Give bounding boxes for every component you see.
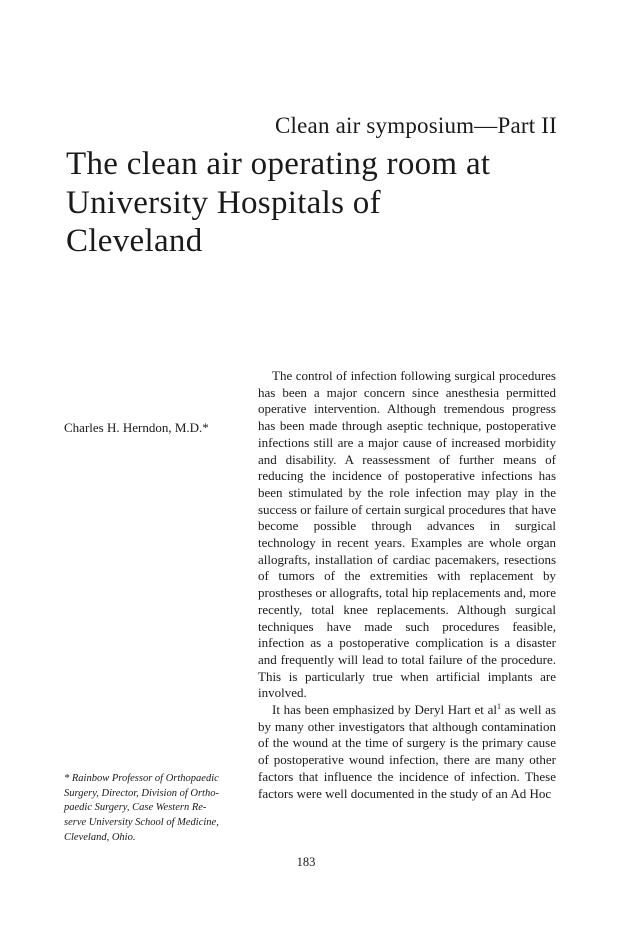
body-paragraph: The control of infection following surgical procedures has been a major concern since anesthesia permitted operative intervention. Although tremendous progress has been made through aseptic technique, postoperative infections still are a major cause of increased morbidity and disability. A reassessment of further means of reducing the incidence of postoperative infections has been stimulated by the role infection may play in the success or failure of certain surgical procedures that have become possible through advances in surgical technology in recent years. Examples are whole organ allografts, installation of cardiac pacemakers, resections of tumors of the extremities with replacement by prostheses or allografts, total hip replacements and, more recently, total knee replacements. Although surgical techniques have made such procedures feasible, infection as a postoperative complication is a disaster and frequently will lead to total failure of the procedure. This is particularly true when artificial implants are involved.: [258, 368, 556, 701]
article-title-line: The clean air operating room at: [66, 146, 491, 182]
author-affiliation-footnote: [64, 772, 242, 846]
article-title: [66, 145, 566, 261]
footnote-line: * Rainbow Professor of Orthopaedic: [64, 773, 219, 784]
article-body: [258, 368, 556, 802]
article-title-line: Cleveland: [66, 223, 203, 259]
footnote-line: Surgery, Director, Division of Ortho-: [64, 787, 219, 799]
author-name: Charles H. Herndon, M.D.*: [64, 420, 209, 435]
body-text-run: It has been emphasized by Deryl Hart et al: [272, 702, 497, 718]
footnote-line: Cleveland, Ohio.: [64, 831, 136, 843]
article-title-line: University Hospitals of: [66, 184, 381, 221]
symposium-label: Clean air symposium—Part II: [275, 113, 557, 138]
footnote-line: paedic Surgery, Case Western Re-: [64, 802, 207, 814]
body-text-run: as well as by many other investigators that although contamination of the wound at the time of surgery is the primary cause of postoperative wound infection, there are many other factors that influence the incidence of infection. These factors were well documented in the study of an Ad Hoc: [258, 702, 556, 801]
reference-marker: 1: [496, 702, 501, 712]
page-number: 183: [296, 855, 316, 869]
body-paragraph: [258, 702, 556, 802]
footnote-line: serve University School of Medicine,: [64, 817, 219, 829]
